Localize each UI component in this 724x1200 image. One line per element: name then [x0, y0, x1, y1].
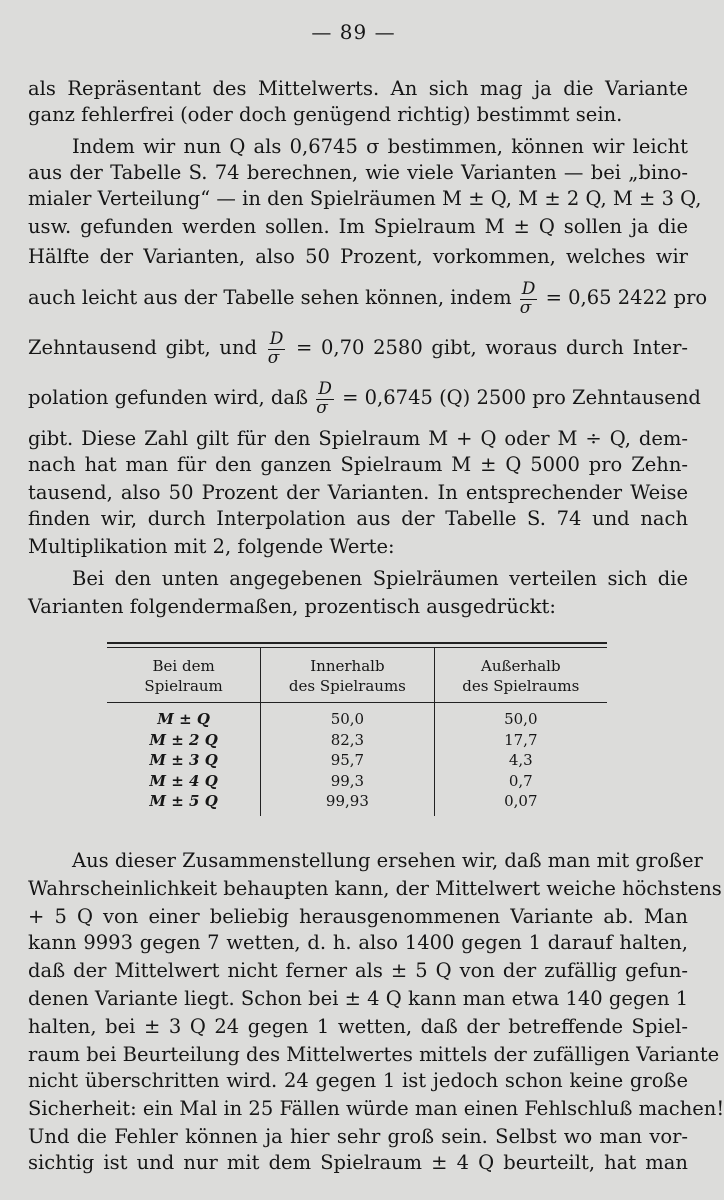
text-line: nach hat man für den ganzen Spielraum M ± Q 5000 pro Zehn-	[28, 453, 688, 476]
text-line: denen Variante liegt. Schon bei ± 4 Q kann man etwa 140 gegen 1	[28, 987, 689, 1010]
text-line: Hälfte der Varianten, also 50 Prozent, vorkommen, welches wir	[28, 245, 688, 268]
text-fragment: = 0,6745 (Q) 2500 pro Zehntausend	[342, 386, 701, 409]
text-fragment: Zehntausend gibt, und	[28, 336, 257, 359]
table-row	[107, 730, 607, 751]
text-line-with-fraction	[28, 278, 708, 322]
text-line: Wahrscheinlichkeit behaupten kann, der Mittelwert weiche höchstens	[28, 877, 722, 900]
table-row	[107, 791, 607, 816]
inside-cell: 82,3	[261, 730, 434, 751]
text-line: daß der Mittelwert nicht ferner als ± 5 Q von der zufällig gefun-	[28, 959, 688, 982]
text-line: kann 9993 gegen 7 wetten, d. h. also 1400 gegen 1 darauf halten,	[28, 931, 688, 954]
fraction	[520, 280, 538, 318]
table-row	[107, 771, 607, 792]
text-line: finden wir, durch Interpolation aus der Tabelle S. 74 und nach	[28, 507, 688, 530]
range-cell: M ± 5 Q	[149, 792, 218, 810]
text-line: mialer Verteilung“ — in den Spielräumen M ± Q, M ± 2 Q, M ± 3 Q,	[28, 187, 702, 210]
text-line: Sicherheit: ein Mal in 25 Fällen würde man einen Fehlschluß machen!	[28, 1097, 724, 1120]
inside-cell: 95,7	[261, 750, 434, 771]
inside-cell: 50,0	[261, 703, 434, 730]
text-line: usw. gefunden werden sollen. Im Spielraum M ± Q sollen ja die	[28, 215, 688, 238]
text-fragment: = 0,70 2580 gibt, woraus durch Inter-	[296, 336, 689, 359]
text-line: + 5 Q von einer beliebig herausgenommenen Variante ab. Man	[28, 905, 688, 928]
fraction-numerator: D	[318, 378, 332, 399]
text-line: Indem wir nun Q als 0,6745 σ bestimmen, können wir leicht	[72, 135, 688, 158]
text-fragment: = 0,65 2422 pro	[545, 286, 708, 309]
table-row	[107, 703, 607, 730]
text-line: Multiplikation mit 2, folgende Werte:	[28, 535, 395, 558]
text-line: als Repräsentant des Mittelwerts. An sich mag ja die Variante	[28, 77, 688, 100]
outside-cell: 17,7	[434, 730, 607, 751]
fraction-numerator: D	[521, 278, 536, 299]
distribution-table	[107, 642, 607, 816]
fraction	[268, 330, 286, 368]
outside-cell: 4,3	[434, 750, 607, 771]
fraction-numerator: D	[269, 328, 284, 349]
fraction-denominator: σ	[267, 347, 280, 368]
table-header-row	[107, 648, 607, 703]
text-line: Und die Fehler können ja hier sehr groß sein. Selbst wo man vor-	[28, 1125, 688, 1148]
header-ausserhalb: Außerhalb des Spielraums	[434, 648, 607, 703]
text-line: halten, bei ± 3 Q 24 gegen 1 wetten, daß der betreffende Spiel-	[28, 1015, 688, 1038]
inside-cell: 99,3	[261, 771, 434, 792]
fraction	[316, 380, 334, 418]
text-line-with-fraction	[28, 328, 688, 372]
text-line: sichtig ist und nur mit dem Spielraum ± 4 Q beurteilt, hat man	[28, 1151, 688, 1174]
text-line: ganz fehlerfrei (oder doch genügend richtig) bestimmt sein.	[28, 103, 623, 126]
text-line-with-fraction	[28, 378, 701, 422]
header-spielraum: Bei dem Spielraum	[107, 648, 261, 703]
table	[107, 648, 607, 816]
outside-cell: 0,07	[434, 791, 607, 816]
outside-cell: 50,0	[434, 703, 607, 730]
text-fragment: polation gefunden wird, daß	[28, 386, 309, 409]
text-line: tausend, also 50 Prozent der Varianten. In entsprechender Weise	[28, 481, 688, 504]
range-cell: M ± 2 Q	[149, 730, 218, 749]
text-line: nicht überschritten wird. 24 gegen 1 ist jedoch schon keine große	[28, 1069, 688, 1092]
text-line: aus der Tabelle S. 74 berechnen, wie viele Varianten — bei „bino-	[28, 161, 688, 184]
text-line: raum bei Beurteilung des Mittelwertes mittels der zufälligen Variante	[28, 1043, 720, 1066]
range-cell: M ± 4 Q	[149, 771, 218, 790]
text-fragment: auch leicht aus der Tabelle sehen können, indem	[28, 286, 512, 309]
text-line: gibt. Diese Zahl gilt für den Spielraum M + Q oder M ÷ Q, dem-	[28, 427, 688, 450]
outside-cell: 0,7	[434, 771, 607, 792]
range-cell: M ± 3 Q	[149, 751, 218, 769]
table-top-rule	[107, 642, 607, 644]
fraction-denominator: σ	[519, 297, 532, 318]
text-line: Bei den unten angegebenen Spielräumen verteilen sich die	[72, 567, 688, 590]
table-row	[107, 750, 607, 771]
text-line: Varianten folgendermaßen, prozentisch ausgedrückt:	[28, 595, 556, 618]
inside-cell: 99,93	[261, 791, 434, 816]
fraction-denominator: σ	[316, 397, 328, 418]
text-line: Aus dieser Zusammenstellung ersehen wir, daß man mit großer	[72, 849, 703, 872]
range-cell: M ± Q	[157, 710, 210, 728]
page-number: — 89 —	[311, 20, 396, 44]
header-innerhalb: Innerhalb des Spielraums	[261, 648, 434, 703]
